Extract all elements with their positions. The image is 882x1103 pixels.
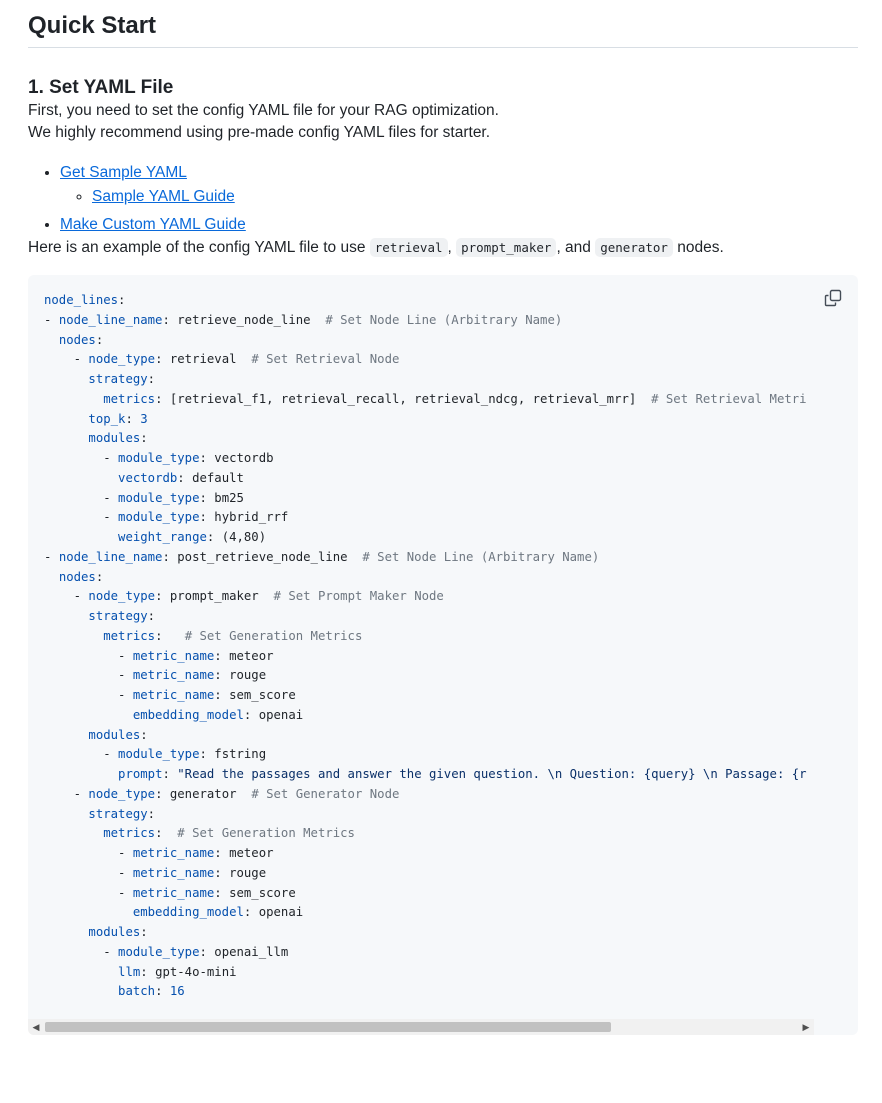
code-token: # Set Prompt Maker Node bbox=[273, 589, 444, 604]
sample-yaml-guide-link[interactable]: Sample YAML Guide bbox=[92, 188, 235, 205]
code-line bbox=[44, 508, 814, 528]
code-token: module_type bbox=[118, 747, 200, 762]
code-token: # Set Retrieval Metri bbox=[651, 391, 807, 406]
code-token: - bbox=[44, 668, 133, 683]
code-token: modules bbox=[88, 431, 141, 446]
code-token bbox=[44, 925, 88, 939]
code-line bbox=[44, 469, 814, 489]
code-token: : post_retrieve_node_line bbox=[162, 549, 363, 564]
code-token: - bbox=[44, 549, 59, 564]
code-token: : rouge bbox=[214, 865, 267, 880]
code-token: metric_name bbox=[132, 688, 215, 702]
code-token bbox=[44, 905, 133, 919]
code-token: node_type bbox=[88, 589, 156, 604]
code-token: # Set Generator Node bbox=[251, 786, 400, 801]
code-token: : openai bbox=[243, 707, 304, 722]
code-token: metrics bbox=[103, 826, 156, 841]
code-token: "Read the passages and answer the given question. \n Question: {query} \n Passage: {r bbox=[177, 767, 807, 781]
code-token: : bbox=[147, 372, 156, 386]
code-token: : sem_score bbox=[214, 885, 296, 900]
horizontal-scrollbar[interactable] bbox=[28, 1019, 814, 1035]
code-token: module_type bbox=[118, 944, 200, 959]
example-suffix: nodes. bbox=[672, 239, 724, 256]
code-line bbox=[44, 884, 814, 904]
code-token: - bbox=[44, 865, 133, 880]
code-token: strategy bbox=[88, 806, 148, 821]
code-token: metric_name bbox=[132, 648, 215, 663]
code-token: : bbox=[140, 727, 148, 742]
code-token: embedding_model bbox=[132, 905, 244, 920]
code-line bbox=[44, 805, 814, 825]
code-token bbox=[44, 333, 59, 347]
code-line bbox=[44, 489, 814, 509]
section-heading: 1. Set YAML File bbox=[28, 77, 174, 98]
intro-paragraph: First, you need to set the config YAML file for your RAG optimization. bbox=[28, 102, 499, 119]
code-line bbox=[44, 647, 814, 667]
code-token: modules bbox=[88, 727, 141, 742]
code-token: : openai bbox=[243, 905, 304, 920]
code-token: node_type bbox=[88, 786, 156, 801]
code-token: batch bbox=[118, 984, 156, 999]
code-token: node_type bbox=[88, 352, 156, 367]
code-token: : hybrid_rrf bbox=[199, 510, 289, 525]
code-token: : bbox=[147, 609, 156, 623]
code-token bbox=[44, 372, 88, 386]
code-token bbox=[44, 767, 118, 781]
code-token: : meteor bbox=[214, 846, 274, 860]
code-line bbox=[44, 350, 814, 370]
example-sep: , and bbox=[556, 239, 596, 256]
code-line bbox=[44, 607, 814, 627]
list-item bbox=[60, 213, 858, 237]
code-line bbox=[44, 726, 814, 746]
code-token: metric_name bbox=[132, 846, 215, 860]
code-line bbox=[44, 686, 814, 706]
code-token: : vectordb bbox=[199, 451, 274, 465]
code-token: modules bbox=[88, 925, 141, 939]
code-line bbox=[44, 429, 814, 449]
code-token: module_type bbox=[118, 510, 200, 525]
code-token: - bbox=[44, 312, 59, 327]
code-token: : bbox=[140, 431, 148, 446]
code-token: metric_name bbox=[132, 885, 215, 900]
code-token bbox=[44, 807, 88, 821]
code-token: : sem_score bbox=[214, 688, 296, 702]
code-token: : meteor bbox=[214, 648, 274, 663]
code-token: module_type bbox=[118, 451, 200, 465]
code-token: : fstring bbox=[199, 747, 267, 762]
code-token: node_line_name bbox=[58, 312, 163, 327]
code-token: - bbox=[44, 688, 133, 702]
inline-code-retrieval: retrieval bbox=[370, 238, 448, 257]
code-token bbox=[44, 530, 118, 544]
code-token: llm bbox=[118, 964, 141, 979]
copy-icon bbox=[824, 289, 842, 307]
code-token: - bbox=[44, 846, 133, 860]
code-token bbox=[44, 708, 133, 722]
code-line bbox=[44, 528, 814, 548]
code-token: strategy bbox=[88, 609, 148, 623]
code-token bbox=[44, 570, 59, 584]
code-line bbox=[44, 627, 814, 647]
inline-code-prompt-maker: prompt_maker bbox=[456, 238, 556, 257]
code-line bbox=[44, 291, 814, 311]
scrollbar-thumb[interactable] bbox=[45, 1022, 611, 1032]
code-line bbox=[44, 370, 814, 390]
code-token: nodes bbox=[58, 569, 96, 584]
code-line bbox=[44, 331, 814, 351]
code-token: # Set Generation Metrics bbox=[177, 826, 355, 841]
code-token: : bbox=[155, 628, 185, 643]
code-token: node_lines bbox=[44, 293, 119, 307]
code-line bbox=[44, 864, 814, 884]
code-line bbox=[44, 449, 814, 469]
code-token: 16 bbox=[169, 984, 185, 999]
code-line bbox=[44, 706, 814, 726]
code-token: : bbox=[95, 332, 104, 347]
list-item bbox=[92, 185, 858, 209]
inline-code-generator: generator bbox=[595, 238, 673, 257]
code-token: # Set Node Line (Arbitrary Name) bbox=[362, 549, 600, 564]
code-token: : bbox=[162, 767, 178, 781]
recommendation-paragraph: We highly recommend using pre-made config YAML files for starter. bbox=[28, 124, 491, 141]
code-token: : retrieval bbox=[155, 352, 252, 367]
code-token: : bbox=[147, 806, 156, 821]
yaml-code-block bbox=[28, 275, 858, 1035]
code-token bbox=[44, 471, 118, 485]
code-token: : retrieve_node_line bbox=[162, 312, 326, 327]
example-sep: , bbox=[447, 239, 457, 256]
code-token: - bbox=[44, 589, 89, 604]
code-token bbox=[44, 826, 103, 840]
code-token: vectordb bbox=[118, 470, 178, 485]
code-token: metric_name bbox=[132, 668, 215, 683]
code-line bbox=[44, 844, 814, 864]
code-line bbox=[44, 390, 814, 410]
code-token bbox=[44, 392, 103, 406]
code-token: : prompt_maker bbox=[155, 589, 274, 604]
code-token: metrics bbox=[103, 628, 156, 643]
code-token: - bbox=[44, 885, 133, 900]
code-token: - bbox=[44, 352, 89, 367]
code-token: metrics bbox=[103, 391, 156, 406]
yaml-code bbox=[44, 291, 814, 1002]
code-line bbox=[44, 903, 814, 923]
code-line bbox=[44, 745, 814, 765]
code-token bbox=[44, 431, 88, 445]
code-token: node_line_name bbox=[58, 549, 163, 564]
code-token: - bbox=[44, 490, 119, 505]
code-token: : default bbox=[177, 470, 244, 485]
code-line bbox=[44, 666, 814, 686]
code-token bbox=[44, 965, 118, 979]
code-token: - bbox=[44, 451, 119, 465]
sub-list bbox=[60, 185, 858, 209]
code-token: embedding_model bbox=[132, 707, 244, 722]
code-token: - bbox=[44, 648, 133, 663]
code-token: # Set Node Line (Arbitrary Name) bbox=[325, 312, 563, 327]
code-token: : bbox=[125, 411, 141, 426]
code-token: 3 bbox=[140, 411, 148, 426]
code-token bbox=[44, 412, 88, 426]
code-token: # Set Retrieval Node bbox=[251, 352, 400, 367]
code-token: : bbox=[118, 293, 126, 307]
code-token: : bbox=[155, 826, 178, 841]
code-line bbox=[44, 568, 814, 588]
code-token: # Set Generation Metrics bbox=[184, 628, 363, 643]
code-line bbox=[44, 785, 814, 805]
code-line bbox=[44, 982, 814, 1002]
copy-button[interactable] bbox=[824, 289, 842, 307]
code-line bbox=[44, 923, 814, 943]
code-token: - bbox=[44, 786, 89, 801]
example-prefix: Here is an example of the config YAML file to use bbox=[28, 239, 370, 256]
page-title: Quick Start bbox=[28, 0, 858, 48]
code-token: - bbox=[44, 747, 119, 762]
code-line bbox=[44, 587, 814, 607]
code-token: : gpt-4o-mini bbox=[140, 964, 237, 979]
code-line bbox=[44, 943, 814, 963]
code-token: : rouge bbox=[214, 668, 267, 683]
code-token: strategy bbox=[88, 372, 148, 386]
list-item bbox=[60, 161, 858, 209]
example-paragraph bbox=[28, 237, 858, 259]
code-token: : bm25 bbox=[199, 490, 244, 505]
code-line bbox=[44, 963, 814, 983]
code-token: : openai_llm bbox=[199, 944, 289, 959]
code-token: weight_range bbox=[118, 530, 207, 544]
code-token: : bbox=[140, 925, 148, 939]
code-token: : [retrieval_f1, retrieval_recall, retrieval_ndcg, retrieval_mrr] bbox=[155, 391, 652, 406]
code-line bbox=[44, 765, 814, 785]
make-custom-yaml-guide-link[interactable]: Make Custom YAML Guide bbox=[60, 216, 246, 233]
code-token: nodes bbox=[58, 332, 96, 347]
code-token: metric_name bbox=[132, 865, 215, 880]
code-line bbox=[44, 548, 814, 568]
code-line bbox=[44, 311, 814, 331]
code-line bbox=[44, 410, 814, 430]
link-list bbox=[28, 161, 858, 237]
code-token: : (4,80) bbox=[206, 530, 267, 544]
code-token: module_type bbox=[118, 490, 200, 505]
code-token bbox=[44, 609, 88, 623]
code-token bbox=[44, 728, 88, 742]
code-token: : bbox=[95, 569, 104, 584]
arrow-right-icon[interactable]: ▶ bbox=[802, 1022, 810, 1032]
code-token: : bbox=[155, 984, 170, 999]
code-line bbox=[44, 824, 814, 844]
arrow-left-icon[interactable]: ◀ bbox=[32, 1022, 40, 1032]
code-token: top_k bbox=[88, 411, 126, 426]
code-token bbox=[44, 629, 103, 643]
code-token: - bbox=[44, 510, 119, 525]
code-token bbox=[44, 984, 118, 998]
get-sample-yaml-link[interactable]: Get Sample YAML bbox=[60, 164, 187, 181]
code-token: : generator bbox=[155, 786, 252, 801]
code-token: - bbox=[44, 944, 119, 959]
code-token: prompt bbox=[118, 767, 163, 781]
